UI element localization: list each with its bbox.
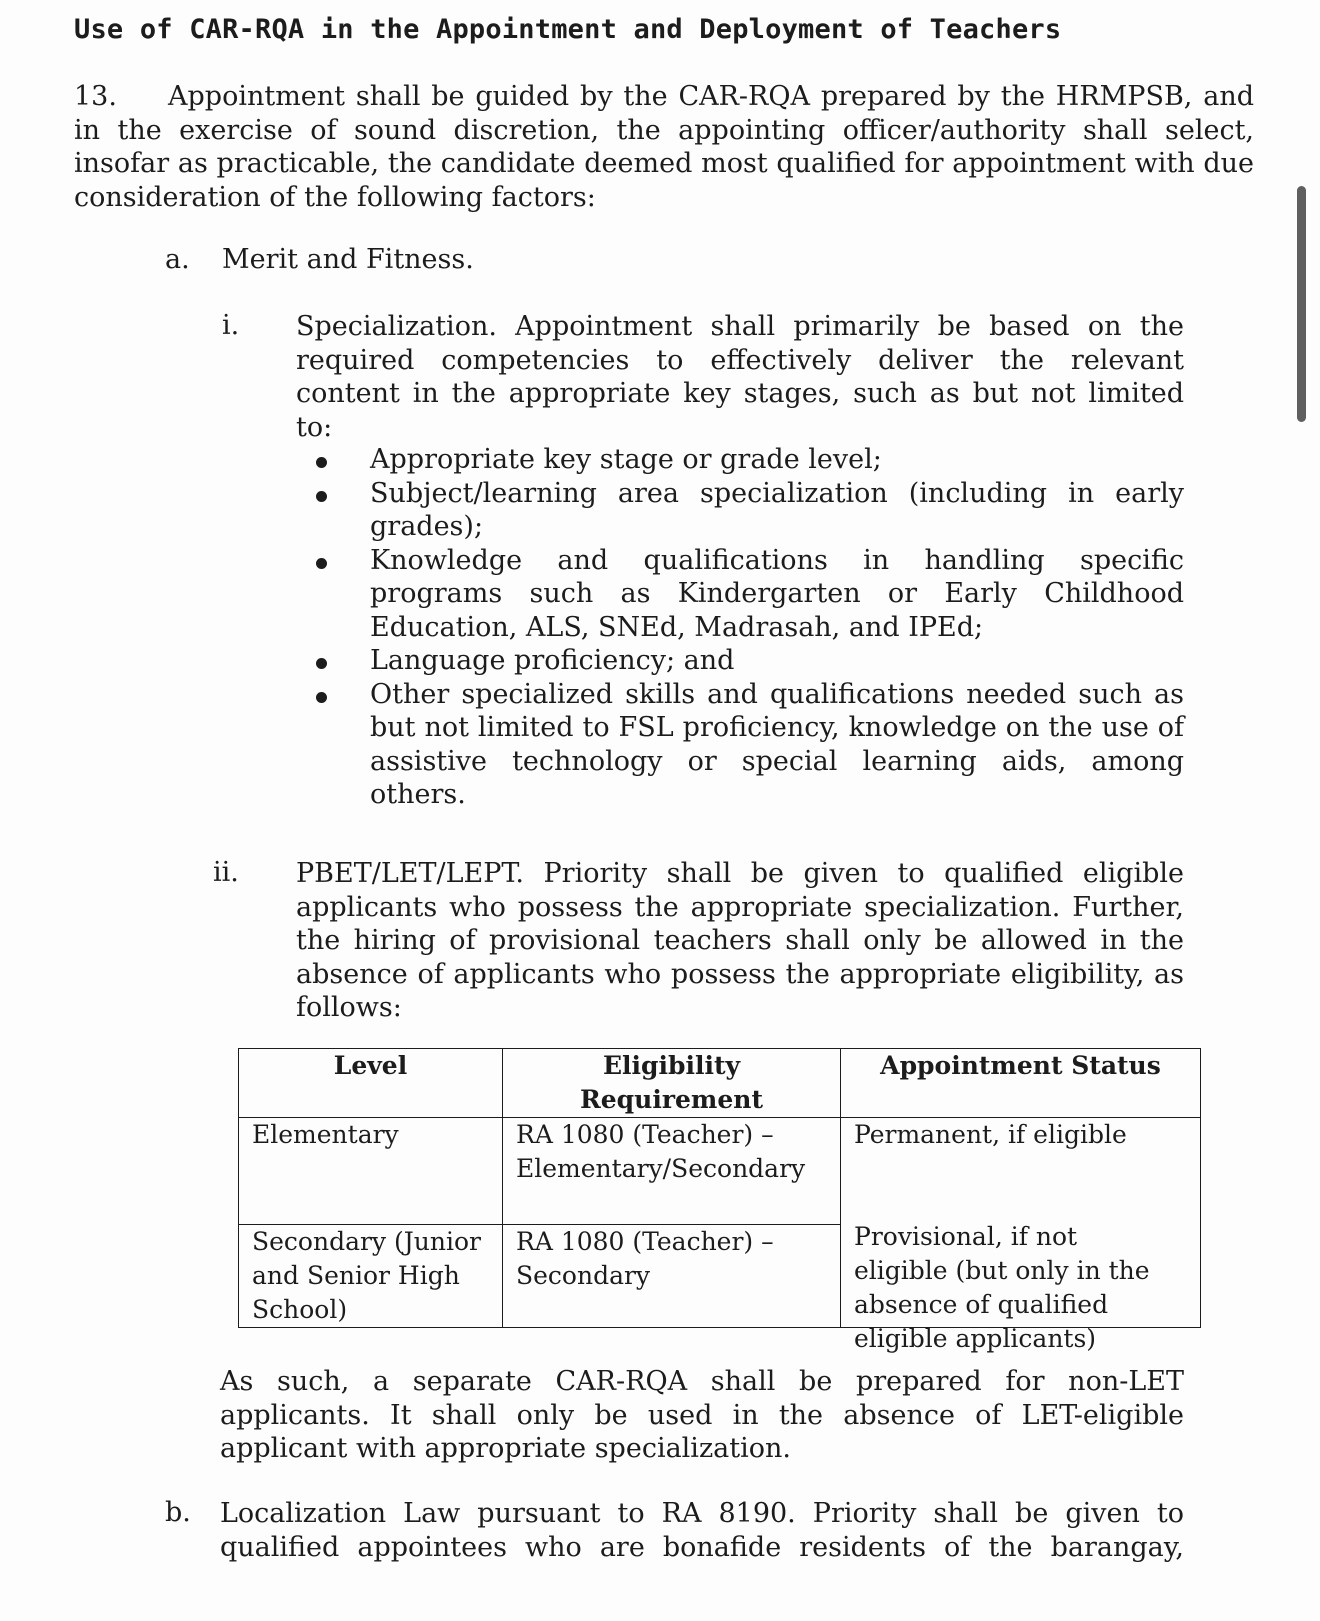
list-item bbox=[296, 678, 1184, 812]
as-such-paragraph: As such, a separate CAR-RQA shall be prepared for non-LET applicants. It shall only be used in the absence of LET-eligible applicant with appropriate specialization. bbox=[220, 1366, 1184, 1464]
bullet-text: Knowledge and qualifications in handling specific programs such as Kindergarten or Early Childhood Education, ALS, SNEd, Madrasah, and IPEd; bbox=[370, 544, 1184, 643]
paragraph-13-text: Appointment shall be guided by the CAR-RQA prepared by the HRMPSB, and in the exercise of sound discretion, the appointing officer/authority shall select, insofar as practicable, the candidate deemed most qualified for appointment with due consideration of the following factors: bbox=[74, 81, 1254, 213]
list-item bbox=[296, 544, 1184, 645]
bullet-text: Appropriate key stage or grade level; bbox=[370, 444, 882, 475]
cell-appointment-status bbox=[841, 1118, 1201, 1353]
item-ii-text: PBET/LET/LEPT. Priority shall be given to qualified eligible applicants who possess the appropriate specialization. Further, the hiring of provisional teachers shall only be allowed in the absence of applicants who possess the appropriate eligibility, as follows: bbox=[296, 858, 1184, 1023]
item-i-label: i. bbox=[222, 310, 240, 341]
header-appointment-status: Appointment Status bbox=[841, 1049, 1201, 1118]
factor-a-label: a. bbox=[165, 244, 190, 275]
list-item bbox=[296, 644, 1184, 678]
bullet-icon bbox=[316, 692, 327, 703]
item-i-text: Specialization. Appointment shall primarily be based on the required competencies to effectively deliver the relevant content in the appropriate key stages, such as but not limited to: bbox=[296, 311, 1184, 443]
scrollbar-thumb[interactable] bbox=[1297, 186, 1306, 422]
factor-a-text: Merit and Fitness. bbox=[222, 244, 474, 275]
bullet-icon bbox=[316, 491, 327, 502]
item-ii-label: ii. bbox=[213, 857, 239, 888]
header-level: Level bbox=[239, 1049, 503, 1118]
paragraph-13 bbox=[74, 80, 1254, 214]
bullet-icon bbox=[316, 457, 327, 468]
cell-eligibility: RA 1080 (Teacher) – Secondary bbox=[503, 1225, 841, 1328]
cell-level: Secondary (Junior and Senior High School) bbox=[239, 1225, 503, 1328]
bullet-icon bbox=[316, 658, 327, 669]
eligibility-table bbox=[238, 1048, 1201, 1353]
list-item bbox=[296, 443, 1184, 477]
status-permanent: Permanent, if eligible bbox=[854, 1120, 1127, 1149]
specialization-bullet-list bbox=[296, 443, 1184, 812]
bullet-text: Subject/learning area specialization (including in early grades); bbox=[370, 477, 1184, 542]
table-header-row bbox=[239, 1049, 1201, 1118]
header-eligibility: Eligibility Requirement bbox=[503, 1049, 841, 1118]
paragraph-number: 13. bbox=[74, 81, 117, 112]
list-item bbox=[296, 477, 1184, 544]
bullet-icon bbox=[316, 558, 327, 569]
bullet-text: Other specialized skills and qualifications needed such as but not limited to FSL proficiency, knowledge on the use of assistive technology or special learning aids, among others. bbox=[370, 678, 1184, 810]
factor-b-text: Localization Law pursuant to RA 8190. Priority shall be given to qualified appointees who are bonafide residents of the barangay, bbox=[220, 1498, 1184, 1563]
section-heading: Use of CAR-RQA in the Appointment and Deployment of Teachers bbox=[74, 14, 1062, 45]
cell-level: Elementary bbox=[239, 1118, 503, 1225]
status-provisional: Provisional, if not eligible (but only in the absence of qualified eligible applicants) bbox=[854, 1222, 1150, 1353]
bullet-text: Language proficiency; and bbox=[370, 645, 735, 676]
cell-eligibility: RA 1080 (Teacher) – Elementary/Secondary bbox=[503, 1118, 841, 1225]
factor-b-label: b. bbox=[165, 1497, 191, 1528]
table-row bbox=[239, 1118, 1201, 1225]
